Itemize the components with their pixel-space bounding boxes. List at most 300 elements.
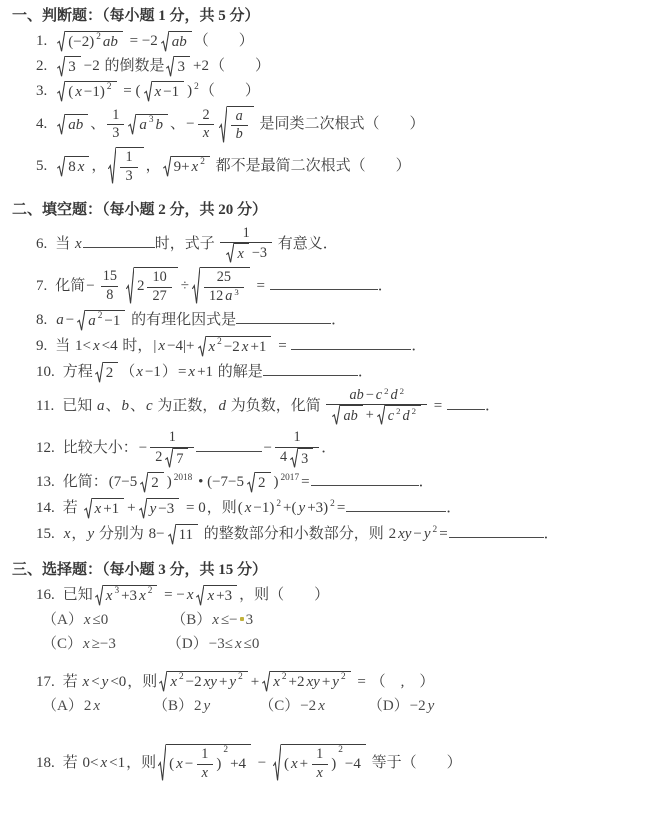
radical-sign-icon [128, 114, 136, 136]
answer-blank [263, 361, 358, 376]
options-row [12, 610, 640, 632]
question-row [12, 744, 640, 783]
answer-blank [196, 437, 262, 452]
question-row [12, 671, 640, 693]
sqrt-radical [198, 336, 272, 358]
math-text: +( [283, 500, 297, 517]
question-row [12, 497, 640, 520]
answer-parens: 都不是最简二次根式（ ） [211, 157, 411, 174]
question-row [12, 361, 640, 384]
math-text: −4|+ [167, 337, 195, 354]
math-variable: d [402, 408, 410, 425]
sqrt-content [298, 448, 313, 469]
text: 化简 [55, 277, 86, 294]
superscript: 2 [238, 672, 243, 683]
math-variable: x [202, 125, 210, 142]
text: 当 [55, 337, 75, 354]
section-header: 二、填空题：（每小题 2 分，共 20 分） [12, 201, 268, 218]
question-number: 10. [36, 363, 55, 380]
fraction-denominator [312, 764, 328, 783]
math-variable: x [100, 754, 108, 771]
math-text: 1 [293, 428, 301, 445]
math-variable: x [139, 587, 146, 604]
math-variable: a [56, 311, 64, 328]
sqrt-content [173, 448, 188, 469]
fraction-denominator [198, 124, 214, 143]
section-header: 一、判断题：（每小题 1 分，共 5 分） [12, 8, 260, 24]
math-text: 2 [202, 106, 210, 123]
math-text: + [321, 674, 331, 691]
math-text: 8 [68, 158, 76, 175]
math-text: +1 [250, 338, 267, 355]
sqrt-radical [262, 671, 350, 693]
sqrt-content [65, 56, 81, 78]
math-text: − [186, 116, 195, 133]
math-text: = −2 [125, 32, 158, 49]
math-text: −2 [409, 698, 426, 715]
math-variable: b [155, 117, 164, 134]
question-row [12, 585, 640, 607]
math-variable: y [427, 698, 435, 715]
math-variable: xy [306, 674, 320, 691]
text: ． [418, 474, 434, 491]
question-body [62, 428, 337, 467]
question-body [63, 526, 559, 542]
fraction-denominator [204, 287, 244, 306]
text: 若 [62, 500, 82, 517]
question-number: 2. [36, 57, 48, 74]
superscript: 2 [281, 672, 287, 683]
text: ， [71, 526, 87, 543]
question-row [12, 31, 640, 53]
radical-sign-icon [57, 114, 65, 136]
text: ． [331, 311, 347, 328]
math-text: 3 [177, 58, 185, 75]
sqrt-content [65, 114, 88, 136]
fraction-numerator [289, 429, 306, 447]
math-text: ≤0 [92, 611, 109, 628]
math-text: ( [169, 755, 175, 772]
text: ） [161, 363, 177, 380]
math-variable: x [318, 698, 325, 715]
sqrt-content [200, 267, 250, 306]
math-text: ( [284, 755, 289, 772]
sqrt-content [103, 362, 119, 384]
text: ， [91, 157, 107, 174]
text: （B） [171, 611, 212, 628]
superscript: 3 [148, 115, 154, 126]
fraction [107, 107, 124, 144]
text: （C） [259, 698, 300, 715]
superscript: 2 [194, 81, 199, 92]
answer-blank [291, 335, 411, 350]
question-row [12, 309, 640, 332]
math-text: ≤− [220, 611, 238, 628]
question-body [63, 474, 434, 490]
sqrt-radical [161, 31, 192, 53]
superscript: 3 [234, 286, 239, 297]
question-number: 11. [36, 397, 55, 414]
fraction [150, 429, 194, 468]
math-variable: x [105, 587, 113, 604]
fraction-numerator [196, 746, 213, 764]
math-text: +1 [103, 501, 120, 518]
math-text: ) [216, 755, 222, 772]
text: 时， [118, 337, 153, 354]
sqrt-radical [158, 744, 251, 783]
math-variable: xy [203, 674, 217, 691]
math-text: 7 [176, 450, 184, 467]
section-3 [12, 560, 640, 783]
math-text: − [184, 755, 194, 772]
superscript: 2 [147, 585, 153, 596]
radical-sign-icon [226, 243, 234, 264]
options-row [12, 634, 640, 656]
math-variable: x [93, 698, 101, 715]
math-text: 3 [125, 168, 133, 184]
math-text: = [439, 526, 448, 543]
text: （A） [42, 698, 83, 715]
sqrt-radical [57, 81, 116, 103]
math-text: = [301, 474, 310, 491]
math-variable: x [77, 158, 85, 175]
math-variable: b [235, 126, 243, 143]
radical-sign-icon [273, 744, 281, 783]
math-text: 2 [194, 698, 202, 715]
question-number: 17. [36, 673, 55, 690]
text: 分别为 [95, 526, 148, 543]
answer-blank [236, 309, 331, 324]
question-number: 8. [36, 311, 48, 328]
radical-sign-icon [57, 81, 65, 103]
math-text: −2 [223, 338, 240, 355]
text: （A） [42, 611, 83, 628]
math-text: ) [331, 755, 337, 772]
question-body [42, 612, 254, 628]
math-variable: b [121, 397, 129, 414]
sqrt-content [385, 405, 421, 426]
question-number: 18. [36, 754, 55, 771]
math-text: +1 [197, 363, 214, 380]
fraction-denominator [231, 125, 248, 144]
radical-sign-icon [57, 156, 65, 178]
question-body [55, 338, 426, 354]
fraction [275, 429, 319, 468]
math-text: 3 [245, 611, 254, 628]
sqrt-content [116, 147, 143, 186]
radical-sign-icon [163, 156, 171, 178]
math-variable: y [149, 501, 157, 518]
math-text: = − [160, 587, 185, 604]
text: ． [321, 439, 337, 456]
question-body [63, 500, 462, 516]
math-variable: x [83, 611, 91, 628]
math-text: < [91, 673, 100, 690]
question-body [63, 364, 373, 380]
text: 、 [105, 397, 121, 414]
math-variable: d [218, 397, 226, 414]
question-body [42, 636, 260, 652]
math-text: − [413, 526, 422, 543]
superscript: 2 [217, 336, 222, 347]
superscript: 2017 [280, 473, 300, 484]
math-variable: x [188, 363, 196, 380]
fraction [220, 225, 272, 264]
fraction [98, 268, 122, 305]
sqrt-radical [57, 114, 88, 136]
sqrt-content [92, 498, 125, 520]
math-variable: x [75, 235, 82, 252]
superscript: 2 [338, 745, 343, 756]
math-text: 2 [136, 278, 145, 295]
radical-sign-icon [77, 310, 85, 332]
fraction [198, 107, 215, 144]
math-text: <4 [101, 337, 118, 354]
fraction-numerator [107, 107, 124, 125]
math-variable: x [154, 83, 162, 100]
question-row [12, 81, 640, 103]
fraction-denominator [197, 764, 213, 783]
math-text: +2 [192, 57, 209, 74]
math-text: ) [166, 474, 172, 491]
question-row [12, 387, 640, 426]
math-variable: x [212, 611, 219, 628]
math-variable: y [87, 526, 95, 543]
text: 、 [170, 116, 186, 133]
question-number: 5. [36, 157, 48, 174]
radical-sign-icon [198, 336, 206, 358]
fraction-denominator [220, 242, 272, 264]
sqrt-content [255, 472, 271, 494]
superscript: 2 [330, 499, 335, 510]
sqrt-content [171, 156, 210, 178]
math-variable: a [235, 107, 243, 124]
sqrt-content [270, 671, 350, 693]
math-text: +3 [121, 587, 138, 604]
answer-parens: ，则（ ） [239, 587, 330, 604]
math-text: 2 [155, 449, 163, 465]
answer-parens: （ ） [209, 57, 270, 74]
fraction-numerator [147, 269, 171, 287]
text: ，则 [206, 500, 237, 517]
math-text: 3 [112, 125, 120, 142]
math-text: 11 [178, 527, 194, 544]
math-variable: ab [171, 33, 187, 50]
question-body [63, 674, 435, 690]
radical-sign-icon [139, 498, 147, 520]
radical-sign-icon [166, 56, 174, 78]
text: 的整数部分和小数部分，则 [200, 526, 388, 543]
math-text: −2 [300, 698, 317, 715]
math-variable: x [234, 635, 242, 652]
radical-sign-icon [290, 448, 298, 469]
fraction-numerator [231, 108, 248, 126]
math-variable: x [291, 755, 298, 772]
math-variable: ab [102, 33, 118, 50]
math-variable: x [170, 674, 177, 691]
math-variable: x [207, 587, 215, 604]
math-text: 2 [151, 475, 159, 492]
stray-dot [240, 617, 244, 621]
question-number: 12. [36, 439, 55, 456]
math-text: + [250, 673, 260, 690]
math-variable: y [332, 674, 339, 691]
superscript: 2 [384, 385, 389, 396]
question-body [55, 83, 260, 99]
math-text: −2 [83, 57, 100, 74]
fraction-numerator [198, 107, 215, 125]
radical-sign-icon [140, 472, 148, 494]
math-variable: y [298, 500, 306, 517]
math-text: 8 [106, 286, 114, 303]
math-text: ) [273, 474, 279, 491]
fraction [147, 269, 171, 306]
math-text: = [353, 673, 370, 690]
answer-blank [270, 274, 378, 289]
superscript: 2 [223, 745, 229, 756]
math-text: = [430, 397, 447, 414]
radical-sign-icon [377, 405, 385, 426]
math-variable: x [186, 587, 194, 604]
text: 有意义． [273, 235, 338, 252]
sqrt-content [234, 243, 248, 264]
sqrt-radical [57, 56, 81, 78]
sqrt-radical [126, 267, 178, 306]
text: 、 [90, 116, 106, 133]
text: 的解是 [214, 363, 263, 380]
math-text: −4 [344, 755, 361, 772]
math-variable: ab [68, 117, 84, 134]
text: 时，式子 [154, 235, 219, 252]
math-variable: c [387, 408, 395, 425]
math-text: ( [237, 500, 243, 517]
sqrt-content [148, 472, 164, 494]
radical-sign-icon [108, 147, 116, 186]
math-text: − [254, 754, 270, 771]
text: 比较大小： [62, 439, 138, 456]
math-variable: a [88, 312, 96, 329]
math-text: −1 [163, 83, 180, 100]
math-text: −1) [253, 500, 275, 517]
question-body [63, 587, 329, 603]
text: （B） [153, 698, 194, 715]
sqrt-radical [168, 524, 198, 546]
math-text: <0 [110, 673, 127, 690]
superscript: 2 [396, 406, 401, 417]
sqrt-radical [332, 405, 362, 426]
answer-blank [346, 497, 446, 512]
question-body [62, 745, 462, 781]
math-text: + [299, 755, 309, 772]
math-variable: x [316, 764, 323, 781]
radical-sign-icon [219, 106, 227, 145]
text: ，则 [127, 673, 158, 690]
question-body [62, 385, 501, 425]
text: 的有理化因式是 [127, 311, 237, 328]
math-text: = 0 [182, 500, 206, 517]
question-number: 1. [36, 32, 48, 49]
math-text: 9+ [173, 158, 190, 175]
sqrt-radical [95, 362, 119, 384]
math-text: −3≤ [208, 635, 233, 652]
math-text: 3 [301, 450, 309, 467]
math-text: 3 [68, 58, 76, 75]
answer-blank [83, 232, 155, 247]
math-variable: y [423, 526, 431, 543]
answer-blank [311, 471, 419, 486]
fraction-denominator [326, 404, 427, 426]
text: （D） [166, 635, 208, 652]
math-text: −1 [144, 363, 161, 380]
question-row [12, 56, 640, 78]
math-variable: c [146, 397, 153, 414]
math-text: + [127, 500, 136, 517]
math-variable: x [94, 501, 102, 518]
text: （C） [42, 635, 83, 652]
sqrt-radical [57, 31, 123, 53]
sqrt-radical [108, 147, 143, 186]
math-text: 0< [82, 754, 99, 771]
options-row [12, 696, 640, 718]
math-variable: d [390, 386, 398, 403]
superscript: 2 [399, 385, 405, 396]
math-variable: a [225, 287, 233, 304]
math-text: = [336, 500, 346, 517]
math-text: + [365, 406, 374, 423]
math-variable: x [237, 246, 244, 263]
text: 化简： [62, 474, 108, 491]
sqrt-radical [219, 106, 254, 145]
sqrt-radical [273, 744, 366, 783]
text: （D） [367, 698, 409, 715]
superscript: 2 [411, 406, 417, 417]
math-text: ≥−3 [91, 635, 116, 652]
math-text: <1 [109, 754, 126, 771]
math-variable: a [139, 117, 147, 134]
question-row [12, 267, 640, 306]
math-variable: x [75, 83, 82, 100]
question-body [55, 149, 411, 184]
text: 若 [62, 673, 82, 690]
fraction-numerator [212, 269, 236, 287]
fraction [326, 387, 427, 426]
fraction-numerator [98, 268, 122, 286]
math-variable: x [158, 337, 166, 354]
sqrt-radical [247, 472, 271, 494]
sqrt-content [85, 310, 125, 332]
sqrt-content [204, 585, 237, 607]
answer-blank [449, 523, 544, 538]
math-text: 10 [152, 268, 167, 285]
sqrt-radical [57, 156, 89, 178]
sqrt-radical [192, 267, 250, 306]
math-text: − [263, 439, 272, 456]
superscript: 2 [340, 672, 346, 683]
math-text: = [252, 277, 269, 294]
question-number: 9. [36, 337, 48, 354]
text: ． [411, 337, 427, 354]
math-variable: x [176, 755, 183, 772]
sqrt-content [340, 405, 362, 426]
math-variable: x [92, 337, 100, 354]
fraction [231, 108, 248, 145]
math-text: 2 [388, 526, 397, 543]
fraction [311, 746, 328, 783]
question-body [55, 33, 254, 49]
text: 为负数，化简 [226, 397, 325, 414]
text: 、 [129, 397, 145, 414]
answer-parens: （ ） [193, 32, 254, 49]
